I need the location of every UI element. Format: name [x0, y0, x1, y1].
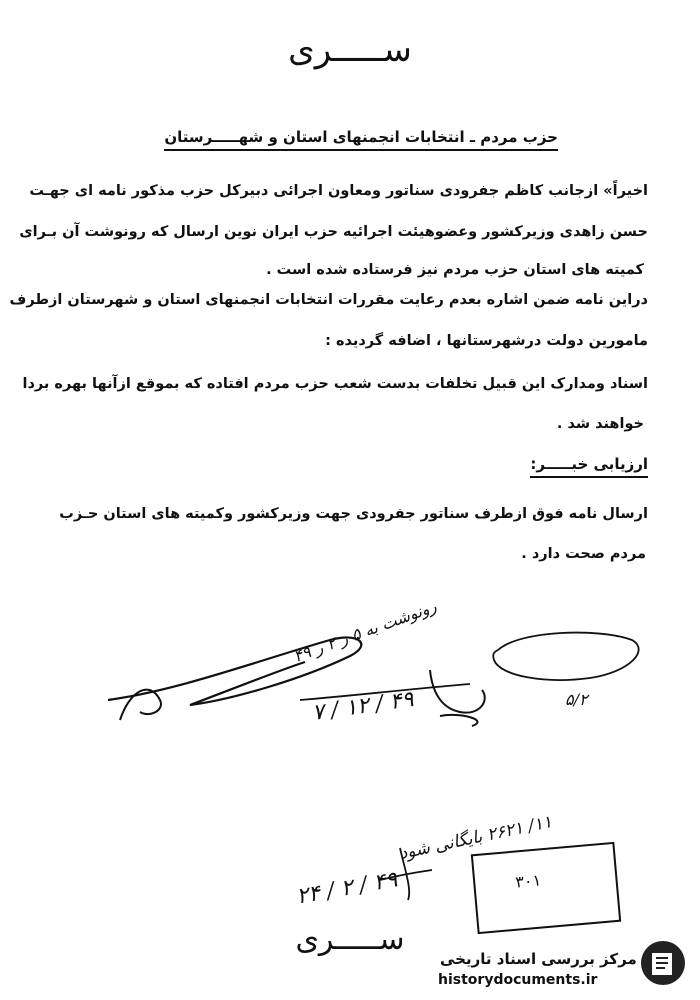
handwritten-note: رونوشت به ۵ ر ۲ ر ۴۹ [291, 596, 440, 666]
classification-heading-top: ســـــری [288, 30, 412, 70]
archive-logo-icon [638, 938, 688, 992]
body-line-2: حسن زاهدی وزیرکشور وعضوهیئت اجرائیه حزب ایران نوین ارسال که رونوشت آن بـرای [19, 224, 648, 240]
signature-oval [493, 633, 638, 680]
body-line-4: دراین نامه ضمن اشاره بعدم رعایت مقررات انتخابات انجمنهای استان و شهرستان ازطرف [9, 292, 648, 308]
handwritten-date-bottom: ۲۴ / ۲ / ۴۹ [294, 867, 400, 910]
handwritten-archive-note: ۱۱/ ۲۶۲۱ بایگانی شود [397, 812, 554, 864]
body-line-3: کمیته های استان حزب مردم نیز فرستاده شده است . [266, 262, 644, 278]
watermark-name: مرکز بررسی اسناد تاریخی [440, 950, 637, 968]
handwritten-date-mid: ۷ / ۱۲ / ۴۹ [310, 687, 416, 726]
document-subject: حزب مردم ـ انتخابات انجمنهای استان و شهـــــرستان [164, 128, 558, 151]
signature-archive [380, 848, 432, 900]
body-line-1: اخیراً» ازجانب کاظم جفرودی سناتور ومعاون اجرائی دبیرکل حزب مذکور نامه ای جهـت [29, 183, 648, 199]
review-line-2: مردم صحت دارد . [521, 546, 646, 562]
archive-stamp [471, 842, 621, 934]
review-line-1: ارسال نامه فوق ازطرف سناتور جفرودی جهت وزیرکشور وکمیته های استان حـزب [59, 506, 648, 522]
watermark-url: historydocuments.ir [438, 972, 598, 988]
body-line-5: مامورین دولت درشهرستانها ، اضافه گردیده : [325, 333, 648, 349]
underline-date-mid [300, 684, 470, 700]
handwritten-small-mark: ۵/۲ [565, 690, 588, 709]
body-line-6: اسناد ومدارک این قبیل تخلفات بدست شعب حزب مردم افتاده که بموقع ازآنها بهره بردا [22, 376, 648, 392]
signature-middle [430, 670, 485, 726]
stamp-number: ۳۰۱ [514, 870, 542, 892]
review-heading: ارزیابی خبـــــر: [530, 455, 648, 478]
body-line-7: خواهند شد . [556, 416, 644, 432]
classification-heading-bottom: ســـــری [295, 922, 405, 957]
signature-flourish-left [108, 638, 361, 705]
